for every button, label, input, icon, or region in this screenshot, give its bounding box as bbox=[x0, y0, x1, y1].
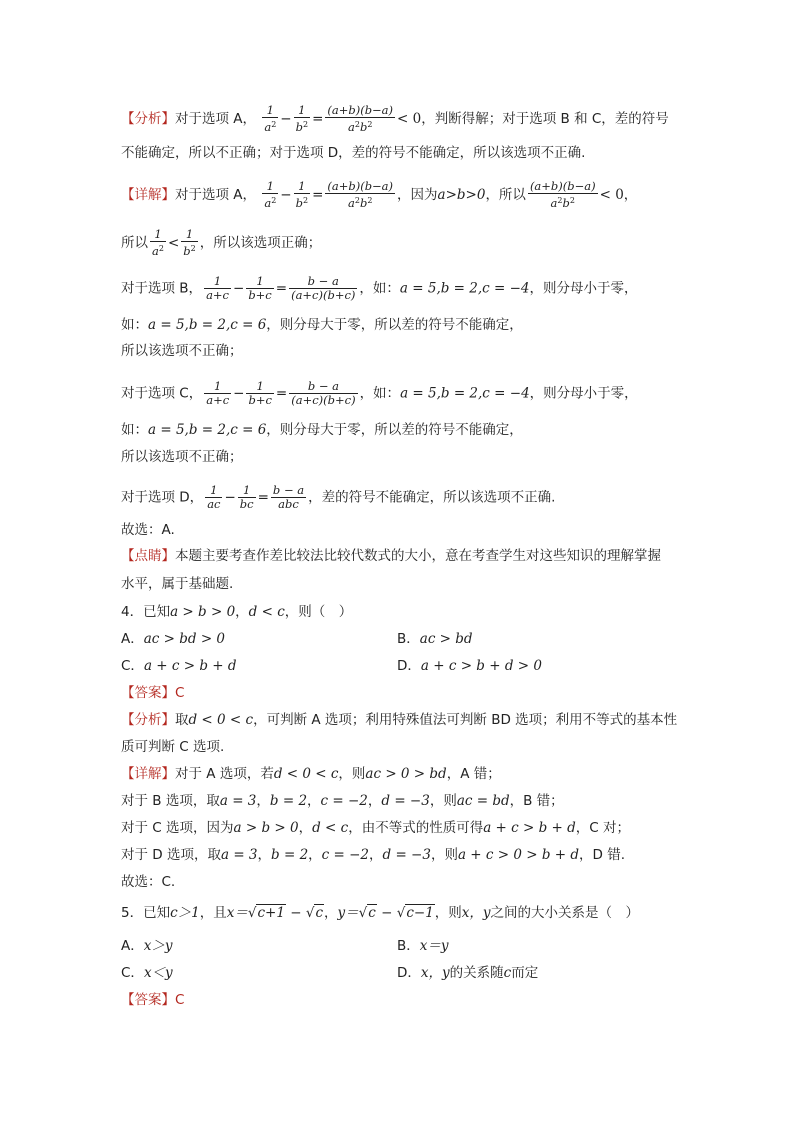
math-expression: a > b > 0 bbox=[233, 820, 299, 836]
q4-option-c bbox=[121, 656, 237, 676]
math-expression: ac = bd bbox=[456, 793, 510, 809]
math-expression: c = −2 bbox=[320, 793, 368, 809]
option-text: 而定 bbox=[511, 965, 539, 981]
comment-tag: 【点睛】 bbox=[121, 548, 175, 564]
detail-line-2: 所以 $\frac{1}{a^2}$ < $\frac{1}{b^2}$ ，所以该选项正确； bbox=[121, 227, 322, 258]
answer-value: C bbox=[175, 685, 185, 701]
option-label: D． bbox=[397, 658, 421, 674]
detail-text: ，因为 bbox=[397, 187, 438, 203]
detail-text: 对于选项 D， bbox=[121, 489, 204, 506]
math-expression: y＝ bbox=[337, 905, 359, 921]
stem-text: 4．已知 bbox=[121, 604, 171, 620]
detail-text: ，C 对； bbox=[575, 820, 630, 836]
math-expression: c bbox=[503, 965, 512, 981]
option-label: B． bbox=[397, 631, 420, 647]
math-expression: d < 0 < c bbox=[188, 712, 254, 728]
fraction: $\frac{1}{b^2}$ bbox=[295, 179, 309, 210]
detail-text: ，由不等式的性质可得 bbox=[348, 820, 484, 836]
math-expression: b = 2 bbox=[271, 847, 309, 863]
q4-detail-d: 对于 D 选项，取a = 3，b = 2，c = −2，d = −3，则a + c > 0 > b + d，D 错. bbox=[121, 847, 625, 863]
math-expression: a>b>0 bbox=[437, 187, 486, 203]
fraction: $\frac{1}{b+c}$ bbox=[248, 379, 272, 407]
detail-text: ，B 错； bbox=[509, 793, 564, 809]
detail-choice: 故选：A. bbox=[121, 522, 175, 538]
fraction: $\frac{b - a}{\text{abc}}$ bbox=[272, 483, 305, 511]
option-label: D． bbox=[397, 965, 421, 981]
stem-text: ，则 bbox=[434, 905, 462, 921]
stem-text: ，则（ ） bbox=[284, 604, 353, 620]
analysis-tag: 【分析】 bbox=[121, 712, 175, 728]
detail-text: ，则 bbox=[430, 847, 458, 863]
detail-option-b-3: 所以该选项不正确； bbox=[121, 343, 243, 359]
detail-tag: 【详解】 bbox=[121, 766, 175, 782]
q4-option-a bbox=[121, 629, 225, 649]
option-text: 的关系随 bbox=[449, 965, 504, 981]
detail-text: ，所以该选项正确； bbox=[199, 235, 322, 251]
detail-text: 如： bbox=[121, 422, 148, 438]
math-expression: d = −3 bbox=[381, 793, 430, 809]
q4-option-d bbox=[397, 656, 542, 676]
detail-text: 对于选项 B， bbox=[121, 280, 203, 297]
comment-line-2: 水平，属于基础题. bbox=[121, 576, 234, 592]
analysis-line-1: 【分析】对于选项 A， $\frac{1}{a^2}$ − $\frac{1}{b^2}$ = $\frac{(a+b)(b-a)}{a^2b^2}$ < 0，判断得解；对于选项 B 和 C，差的符号 bbox=[121, 103, 669, 134]
detail-text: 如： bbox=[121, 317, 148, 333]
option-text: x＞y bbox=[143, 938, 173, 954]
math-expression: d < c bbox=[312, 820, 349, 836]
stem-text: ， bbox=[235, 604, 249, 620]
detail-text: 对于 D 选项，取 bbox=[121, 847, 221, 863]
detail-text: ，则分母小于零， bbox=[529, 280, 638, 297]
math-expression: d = −3 bbox=[382, 847, 431, 863]
question-5-stem: 5．已知c＞1，且x＝√c+1 − √c，y＝√c − √c−1，则x，y之间的大小关系是（ ） bbox=[121, 905, 640, 921]
detail-text: ， bbox=[623, 187, 638, 203]
math-expression: d < 0 < c bbox=[273, 766, 339, 782]
detail-text: 对于选项 A， bbox=[175, 187, 257, 203]
detail-text: 对于 B 选项，取 bbox=[121, 793, 220, 809]
answer-tag: 【答案】 bbox=[121, 685, 175, 701]
math-expression: a = 3 bbox=[219, 793, 257, 809]
math-expression: c = −2 bbox=[321, 847, 370, 863]
option-text: x＜y bbox=[143, 965, 173, 981]
detail-text: ，A 错； bbox=[446, 766, 501, 782]
detail-text: ，则分母大于零，所以差的符号不能确定， bbox=[266, 317, 523, 333]
detail-text: ，差的符号不能确定，所以该选项不正确. bbox=[308, 489, 556, 506]
stem-text: 5．已知 bbox=[121, 905, 171, 921]
answer-value: C bbox=[175, 992, 185, 1008]
fraction: $\frac{1}{b^2}$ bbox=[295, 103, 309, 134]
stem-text: 之间的大小关系是（ ） bbox=[490, 905, 640, 921]
detail-option-d: 对于选项 D， $\frac{1}{ac}$ − $\frac{1}{bc}$ = $\frac{b - a}{\text{abc}}$ ，差的符号不能确定，所以该选项不正确. bbox=[121, 483, 556, 511]
math-expression: a = 3 bbox=[220, 847, 258, 863]
comment-text: 本题主要考查作差比较法比较代数式的大小，意在考查学生对这些知识的理解掌握 bbox=[175, 548, 661, 564]
fraction: $\frac{1}{a^2}$ bbox=[264, 103, 277, 134]
q4-analysis-2: 质可判断 C 选项. bbox=[121, 739, 225, 755]
fraction: $\frac{1}{ac}$ bbox=[207, 483, 221, 511]
detail-text: ，所以 bbox=[485, 187, 526, 203]
option-label: C． bbox=[121, 658, 144, 674]
question-4-stem bbox=[121, 602, 352, 622]
math-expression: a + c > 0 > b + d bbox=[457, 847, 580, 863]
fraction: $\frac{b - a}{(a+c)(b+c)}$ bbox=[291, 379, 356, 407]
q4-analysis-1 bbox=[121, 710, 677, 730]
fraction: $\frac{1}{a+c}$ bbox=[206, 274, 229, 302]
math-expression: a = 5,b = 2,c = 6 bbox=[148, 422, 267, 438]
answer-tag: 【答案】 bbox=[121, 992, 175, 1008]
math-expression: ac > 0 > bd bbox=[365, 766, 447, 782]
q5-option-a bbox=[121, 936, 173, 956]
detail-line-1: 【详解】对于选项 A， $\frac{1}{a^2}$ − $\frac{1}{b^2}$ = $\frac{(a+b)(b-a)}{a^2b^2}$ ，因为a>b>0，所以 $\frac{(a+b)(b-a)}{a^2b^2}$ < 0， bbox=[121, 179, 638, 210]
math-expression: c＞1 bbox=[170, 905, 200, 921]
fraction: $\frac{1}{b^2}$ bbox=[183, 227, 196, 258]
q4-detail-a bbox=[121, 764, 501, 784]
fraction: $\frac{(a+b)(b-a)}{a^2b^2}$ bbox=[327, 179, 394, 210]
detail-option-c-3: 所以该选项不正确； bbox=[121, 449, 243, 465]
detail-text: ，如： bbox=[359, 385, 401, 402]
detail-text: 对于选项 C， bbox=[121, 385, 203, 402]
q4-answer bbox=[121, 683, 184, 703]
fraction: $\frac{1}{a^2}$ bbox=[152, 227, 164, 258]
fraction: $\frac{(a+b)(b-a)}{a^2b^2}$ bbox=[529, 179, 596, 210]
stem-text: ，且 bbox=[199, 905, 227, 921]
analysis-line-2: 不能确定，所以不正确；对于选项 D，差的符号不能确定，所以该选项不正确. bbox=[121, 145, 586, 161]
analysis-text: 对于选项 A， bbox=[175, 111, 257, 127]
analysis-text: ，判断得解；对于选项 B 和 C，差的符号 bbox=[421, 111, 669, 127]
option-label: A． bbox=[121, 938, 144, 954]
fraction: $\frac{(a+b)(b-a)}{a^2b^2}$ bbox=[327, 103, 394, 134]
math-expression: b = 2 bbox=[269, 793, 308, 809]
q4-detail-c: 对于 C 选项，因为a > b > 0，d < c，由不等式的性质可得a + c > b + d，C 对； bbox=[121, 820, 630, 836]
option-text: a + c > b + d > 0 bbox=[420, 658, 542, 674]
math-expression: x，y bbox=[420, 965, 450, 981]
option-label: B． bbox=[397, 938, 420, 954]
fraction: $\frac{b - a}{(a+c)(b+c)}$ bbox=[291, 274, 356, 302]
detail-text: 对于 A 选项，若 bbox=[175, 766, 274, 782]
detail-text: ，如： bbox=[359, 280, 400, 297]
detail-text: 对于 C 选项，因为 bbox=[121, 820, 234, 836]
detail-option-b: 对于选项 B， $\frac{1}{a+c}$ − $\frac{1}{b+c}$ = $\frac{b - a}{(a+c)(b+c)}$ ，如：a = 5,b = 2,c = −4，则分母小于零， bbox=[121, 274, 638, 302]
q4-detail-b: 对于 B 选项，取a = 3，b = 2，c = −2，d = −3，则ac = bd，B 错； bbox=[121, 793, 564, 809]
math-expression: x＝ bbox=[226, 905, 248, 921]
detail-option-c-2 bbox=[121, 420, 523, 440]
detail-text: ，则分母大于零，所以差的符号不能确定， bbox=[266, 422, 523, 438]
fraction: $\frac{1}{a+c}$ bbox=[206, 379, 230, 407]
analysis-text: ，可判断 A 选项；利用特殊值法可判断 BD 选项；利用不等式的基本性 bbox=[253, 712, 678, 728]
detail-text: ，D 错. bbox=[579, 847, 625, 863]
fraction: $\frac{1}{bc}$ bbox=[239, 483, 254, 511]
math-expression: a = 5,b = 2,c = 6 bbox=[148, 317, 267, 333]
fraction: $\frac{1}{b+c}$ bbox=[248, 274, 272, 302]
detail-text: 所以 bbox=[121, 235, 148, 251]
detail-tag: 【详解】 bbox=[121, 187, 175, 203]
q5-option-b bbox=[397, 936, 449, 956]
math-expression: a = 5,b = 2,c = −4 bbox=[399, 280, 530, 297]
option-label: A． bbox=[121, 631, 144, 647]
math-expression: a > b > 0 bbox=[170, 604, 236, 620]
option-label: C． bbox=[121, 965, 144, 981]
detail-option-b-2 bbox=[121, 315, 523, 335]
fraction: $\frac{1}{a^2}$ bbox=[264, 179, 277, 210]
q5-answer bbox=[121, 990, 184, 1010]
q4-choice: 故选：C. bbox=[121, 874, 176, 890]
comment-line-1 bbox=[121, 546, 661, 566]
analysis-text: 取 bbox=[175, 712, 189, 728]
q5-option-d bbox=[397, 963, 538, 983]
option-text: a + c > b + d bbox=[143, 658, 237, 674]
detail-option-c: 对于选项 C， $\frac{1}{a+c}$ − $\frac{1}{b+c}$ = $\frac{b - a}{(a+c)(b+c)}$ ，如：a = 5,b = 2,c = −4，则分母小于零， bbox=[121, 379, 638, 407]
option-text: ac > bd bbox=[419, 631, 473, 647]
option-text: x＝y bbox=[419, 938, 449, 954]
q5-option-c bbox=[121, 963, 173, 983]
detail-text: ，则 bbox=[429, 793, 457, 809]
option-text: ac > bd > 0 bbox=[143, 631, 226, 647]
math-expression: a = 5,b = 2,c = −4 bbox=[400, 385, 530, 402]
math-expression: d < c bbox=[248, 604, 285, 620]
analysis-tag: 【分析】 bbox=[121, 111, 175, 127]
detail-text: ，则分母小于零， bbox=[529, 385, 638, 402]
math-expression: x，y bbox=[461, 905, 491, 921]
detail-text: ，则 bbox=[338, 766, 366, 782]
q4-option-b bbox=[397, 629, 473, 649]
math-expression: a + c > b + d bbox=[483, 820, 576, 836]
